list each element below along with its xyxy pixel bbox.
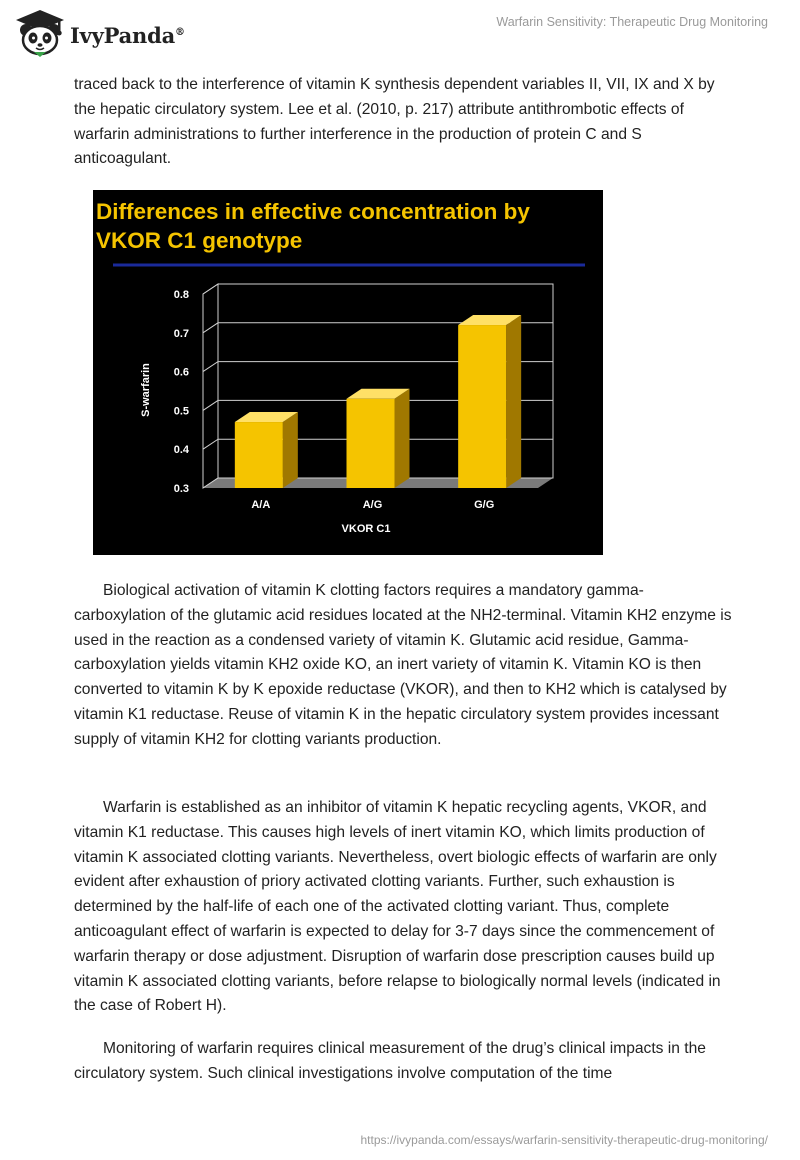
paragraph-3: Warfarin is established as an inhibitor of vitamin K hepatic recycling agents, VKOR, and vitamin K1 reductase. This causes high levels of inert vitamin KO, which limits production of vitamin K associated clotting variants. Nevertheless, overt biologic effects of warfarin are only evident after exhaustion of priory activated clotting variants. Further, such exhaustion is determined by the half-life of each one of the activated clotting variant. Thus, complete anticoagulant effect of warfarin is expected to delay for 3-7 days since the commencement of warfarin therapy or dose adjustment. Disruption of warfarin dose prescription causes build up vitamin K associated clotting variants, before relapse to biologically normal levels (indicated in the case of Robert H). (74, 799, 721, 1015)
bar-side (506, 315, 521, 488)
page-header (0, 0, 800, 70)
panda-graduate-icon (14, 8, 66, 58)
vkor-chart (93, 190, 603, 555)
y-tick-label: 0.5 (173, 405, 189, 418)
chart-plot-area (174, 284, 553, 511)
brand-name: IvyPanda® (70, 22, 185, 48)
y-tick-label: 0.4 (173, 444, 189, 457)
x-axis-label: VKOR C1 (341, 523, 391, 535)
chart-title-line-1: Differences in effective concentration by (96, 199, 530, 224)
paragraph-1: traced back to the interference of vitamin K synthesis dependent variables II, VII, IX and X by the hepatic circulatory system. Lee et al. (2010, p. 217) attribute antithrombotic effects of warfarin administrations to further interference in the production of protein C and S anticoagulant. (74, 76, 715, 168)
bar-side (283, 412, 298, 488)
bar-a-a (235, 422, 283, 488)
x-tick-label: G/G (474, 499, 495, 511)
ivypanda-logo[interactable] (14, 8, 185, 58)
paragraph-2: Biological activation of vitamin K clotting factors requires a mandatory gamma-carboxylation of the glutamic acid residues located at the NH2-terminal. Vitamin KH2 enzyme is used in the reaction as a condensed variety of vitamin K. Glutamic acid residue, Gamma-carboxylation yields vitamin KH2 oxide KO, an inert variety of vitamin K. Vitamin KO is then converted to vitamin K by K epoxide reductase (VKOR), and then to KH2 which is catalysed by vitamin K1 reductase. Reuse of vitamin K in the hepatic circulatory system provides incessant supply of vitamin KH2 for clotting variants production. (74, 582, 732, 748)
chart-svg (93, 190, 603, 555)
y-tick-label: 0.6 (173, 366, 189, 379)
document-title: Warfarin Sensitivity: Therapeutic Drug Monitoring (496, 15, 768, 29)
chart-title-line-2: VKOR C1 genotype (96, 228, 303, 253)
left-wall (203, 284, 218, 488)
paragraph-4: Monitoring of warfarin requires clinical measurement of the drug’s clinical impacts in the circulatory system. Such clinical investigations involve computation of the time (74, 1040, 706, 1082)
source-url[interactable]: https://ivypanda.com/essays/warfarin-sensitivity-therapeutic-drug-monitoring/ (360, 1133, 768, 1147)
bar-g-g (458, 325, 506, 488)
grid-line (203, 284, 553, 294)
y-tick-label: 0.3 (173, 483, 189, 495)
y-axis-label: S-warfarin (140, 363, 152, 417)
y-tick-label: 0.7 (173, 327, 189, 340)
x-tick-label: A/A (251, 499, 271, 511)
bar-a-g (347, 399, 395, 488)
x-tick-label: A/G (362, 499, 383, 511)
bar-side (395, 389, 410, 488)
y-tick-label: 0.8 (173, 289, 189, 301)
